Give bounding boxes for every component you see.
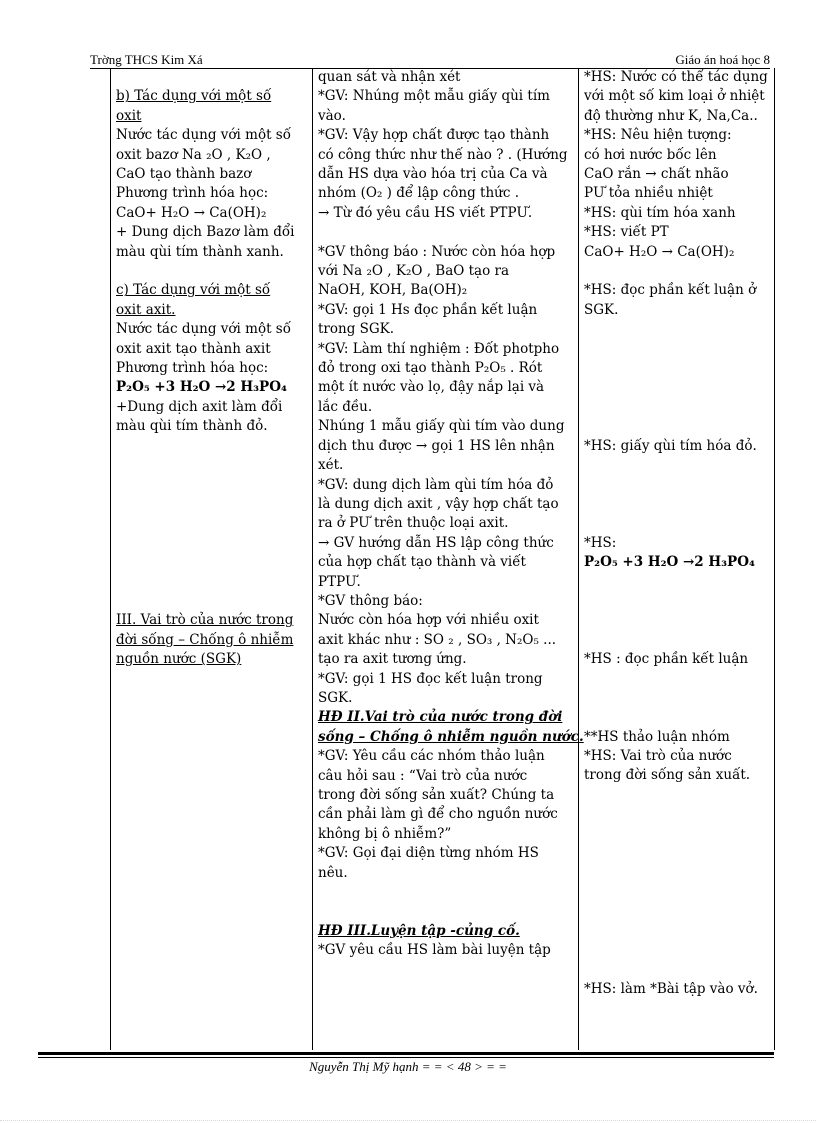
text-line: + Dung dịch Bazơ làm đổi <box>116 224 295 241</box>
text-line <box>116 437 312 456</box>
subject-title: Giáo án hoá học 8 <box>675 52 770 67</box>
text-line <box>116 456 312 475</box>
text-line <box>584 844 774 863</box>
content-column <box>116 68 312 669</box>
table-border-left <box>110 68 111 1050</box>
text-line: *GV: gọi 1 Hs đọc phần kết luận <box>318 301 538 318</box>
text-line: *HS: giấy qùi tím hóa đỏ. <box>584 437 757 454</box>
text-line <box>584 883 774 902</box>
text-line: dịch thu được → gọi 1 HS lên nhận <box>318 437 555 454</box>
text-line: Nhúng 1 mẫu giấy qùi tím vào dung <box>318 418 565 435</box>
text-line: +Dung dịch axit làm đổi <box>116 398 283 415</box>
text-line <box>584 960 774 979</box>
text-line: *GV: Làm thí nghiệm : Đốt photpho <box>318 340 560 357</box>
text-line: *GV: Yêu cầu các nhóm thảo luận <box>318 748 545 765</box>
text-line <box>116 572 312 591</box>
text-line <box>116 475 312 494</box>
text-line: trong đời sống sản xuất? Chúng ta <box>318 787 555 804</box>
text-line <box>584 514 774 533</box>
text-line: *GV: Nhúng một mẫu giấy qùi tím <box>318 88 550 105</box>
text-line <box>116 68 312 87</box>
table-border-right <box>774 68 775 1050</box>
text-line: nhóm (O₂ ) để lập công thức . <box>318 185 520 202</box>
text-line: Nước tác dụng với một số <box>116 321 291 338</box>
student-activity-column <box>584 68 774 999</box>
text-line: Phương trình hóa học: <box>116 360 269 377</box>
text-line: NaOH, KOH, Ba(OH)₂ <box>318 282 468 299</box>
text-line: với một số kim loại ở nhiệt <box>584 88 765 105</box>
text-line: câu hỏi sau : “Vai trò của nước <box>318 767 528 784</box>
text-line: III. Vai trò của nước trong <box>116 612 294 629</box>
text-line <box>584 631 774 650</box>
text-line <box>584 340 774 359</box>
text-line <box>318 902 580 921</box>
footer-rule-thin <box>38 1057 774 1058</box>
text-line <box>584 825 774 844</box>
text-line: **HS thảo luận nhóm <box>584 728 730 745</box>
text-line <box>584 941 774 960</box>
school-name: Trờng THCS Kim Xá <box>90 52 203 67</box>
text-line: màu qùi tím thành đỏ. <box>116 418 268 435</box>
text-line: ra ở PƯ trên thuộc loại axit. <box>318 515 509 532</box>
text-line <box>584 359 774 378</box>
text-line: P₂O₅ +3 H₂O →2 H₃PO₄ <box>116 379 287 396</box>
text-line <box>584 902 774 921</box>
text-line: *HS: đọc phần kết luận ở <box>584 282 757 299</box>
text-line: oxit axit. <box>116 301 176 318</box>
text-line <box>584 805 774 824</box>
text-line <box>584 921 774 940</box>
text-line: cần phải làm gì để cho nguồn nước <box>318 806 558 823</box>
text-line: PTPƯ. <box>318 573 361 590</box>
footer-author: Nguyễn Thị Mỹ hạnh <box>309 1059 419 1074</box>
table-divider-1 <box>312 68 313 1050</box>
text-line: axit khác như : SO ₂ , SO₃ , N₂O₅ ... <box>318 631 557 648</box>
page-footer <box>0 1059 816 1075</box>
text-line: oxit axit tạo thành axit <box>116 340 271 357</box>
text-line <box>584 689 774 708</box>
text-line <box>116 534 312 553</box>
text-line: *HS: <box>584 534 617 551</box>
text-line: trong đời sống sản xuất. <box>584 767 751 784</box>
lesson-table <box>110 68 774 1050</box>
text-line <box>584 495 774 514</box>
text-line: oxit <box>116 107 142 124</box>
text-line <box>116 553 312 572</box>
text-line: *GV thông báo : Nước còn hóa hợp <box>318 243 556 260</box>
text-line <box>318 223 580 242</box>
footer-rule-thick <box>38 1052 774 1055</box>
text-line: *GV: gọi 1 HS đọc kết luận trong <box>318 670 543 687</box>
text-line: Phương trình hóa học: <box>116 185 269 202</box>
teacher-activity-column <box>318 68 584 961</box>
text-line: *HS: viết PT <box>584 224 669 241</box>
text-line: → GV hướng dẫn HS lập công thức <box>318 534 554 551</box>
text-line: b) Tác dụng với một số <box>116 88 272 105</box>
text-line: màu qùi tím thành xanh. <box>116 243 284 260</box>
text-line: HĐ II.Vai trò của nước trong đời <box>318 709 563 726</box>
text-line: không bị ô nhiễm?” <box>318 825 452 842</box>
text-line: CaO+ H₂O → Ca(OH)₂ <box>116 204 267 221</box>
text-line <box>584 320 774 339</box>
text-line: đời sống – Chống ô nhiễm <box>116 631 294 648</box>
text-line <box>116 592 312 611</box>
text-line: *GV: Gọi đại diện từng nhóm HS <box>318 845 539 862</box>
text-line: *GV: dung dịch làm qùi tím hóa đỏ <box>318 476 554 493</box>
text-line: Nước còn hóa hợp với nhiều oxit <box>318 612 539 629</box>
page-header <box>90 52 770 68</box>
text-line: *HS: làm *Bài tập vào vở. <box>584 980 758 997</box>
text-line: trong SGK. <box>318 321 395 338</box>
text-line: SGK. <box>318 689 353 706</box>
text-line: *HS: Nước có thể tác dụng <box>584 69 768 85</box>
text-line: là dung dịch axit , vậy hợp chất tạo <box>318 495 559 512</box>
text-line: đỏ trong oxi tạo thành P₂O₅ . Rót <box>318 360 543 377</box>
text-line <box>584 378 774 397</box>
text-line: CaO rắn → chất nhão <box>584 166 729 183</box>
text-line <box>116 495 312 514</box>
text-line <box>584 592 774 611</box>
text-line: quan sát và nhận xét <box>318 69 461 85</box>
text-line: có công thức như thế nào ? . (Hướng <box>318 146 568 163</box>
text-line: với Na ₂O , K₂O , BaO tạo ra <box>318 263 510 280</box>
page-edge <box>0 1120 816 1122</box>
text-line: PƯ tỏa nhiều nhiệt <box>584 185 713 202</box>
text-line <box>584 611 774 630</box>
text-line: *HS: Nêu hiện tượng: <box>584 127 732 144</box>
text-line: → Từ đó yêu cầu HS viết PTPƯ. <box>318 204 533 221</box>
text-line <box>584 456 774 475</box>
text-line: một ít nước vào lọ, đậy nắp lại và <box>318 379 545 396</box>
text-line: oxit bazơ Na ₂O , K₂O , <box>116 146 271 163</box>
footer-page-number: = = < 48 > = = <box>421 1059 507 1074</box>
text-line: nguồn nước (SGK) <box>116 651 242 668</box>
text-line <box>584 475 774 494</box>
text-line <box>584 398 774 417</box>
text-line: SGK. <box>584 301 619 318</box>
text-line: dẫn HS dựa vào hóa trị của Ca và <box>318 166 548 183</box>
text-line: P₂O₅ +3 H₂O →2 H₃PO₄ <box>584 553 755 570</box>
text-line: xét. <box>318 457 344 474</box>
text-line: *GV yêu cầu HS làm bài luyện tập <box>318 942 551 959</box>
text-line <box>584 708 774 727</box>
text-line: *GV: Vậy hợp chất được tạo thành <box>318 127 550 144</box>
text-line: CaO tạo thành bazơ <box>116 166 252 183</box>
text-line: nêu. <box>318 864 348 881</box>
text-line: *HS : đọc phần kết luận <box>584 650 749 667</box>
text-line <box>584 669 774 688</box>
text-line: vào. <box>318 107 346 124</box>
text-line: tạo ra axit tương ứng. <box>318 651 467 668</box>
text-line: lắc đều. <box>318 398 373 415</box>
text-line <box>584 572 774 591</box>
text-line: sống – Chống ô nhiễm nguồn nước. <box>318 728 584 745</box>
text-line: HĐ III.Luyện tập -củng cố. <box>318 922 520 939</box>
text-line: *HS: Vai trò của nước <box>584 747 732 764</box>
text-line <box>116 514 312 533</box>
text-line: CaO+ H₂O → Ca(OH)₂ <box>584 243 735 260</box>
text-line <box>116 262 312 281</box>
text-line <box>584 863 774 882</box>
text-line: Nước tác dụng với một số <box>116 127 291 144</box>
text-line <box>584 262 774 281</box>
text-line: có hơi nước bốc lên <box>584 146 717 163</box>
text-line: độ thường như K, Na,Ca.. <box>584 107 758 124</box>
text-line <box>584 786 774 805</box>
text-line: của hợp chất tạo thành và viết <box>318 554 526 571</box>
text-line: c) Tác dụng với một số <box>116 282 271 299</box>
text-line: *HS: qùi tím hóa xanh <box>584 204 736 221</box>
text-line: *GV thông báo: <box>318 592 423 609</box>
text-line <box>584 417 774 436</box>
text-line <box>318 883 580 902</box>
